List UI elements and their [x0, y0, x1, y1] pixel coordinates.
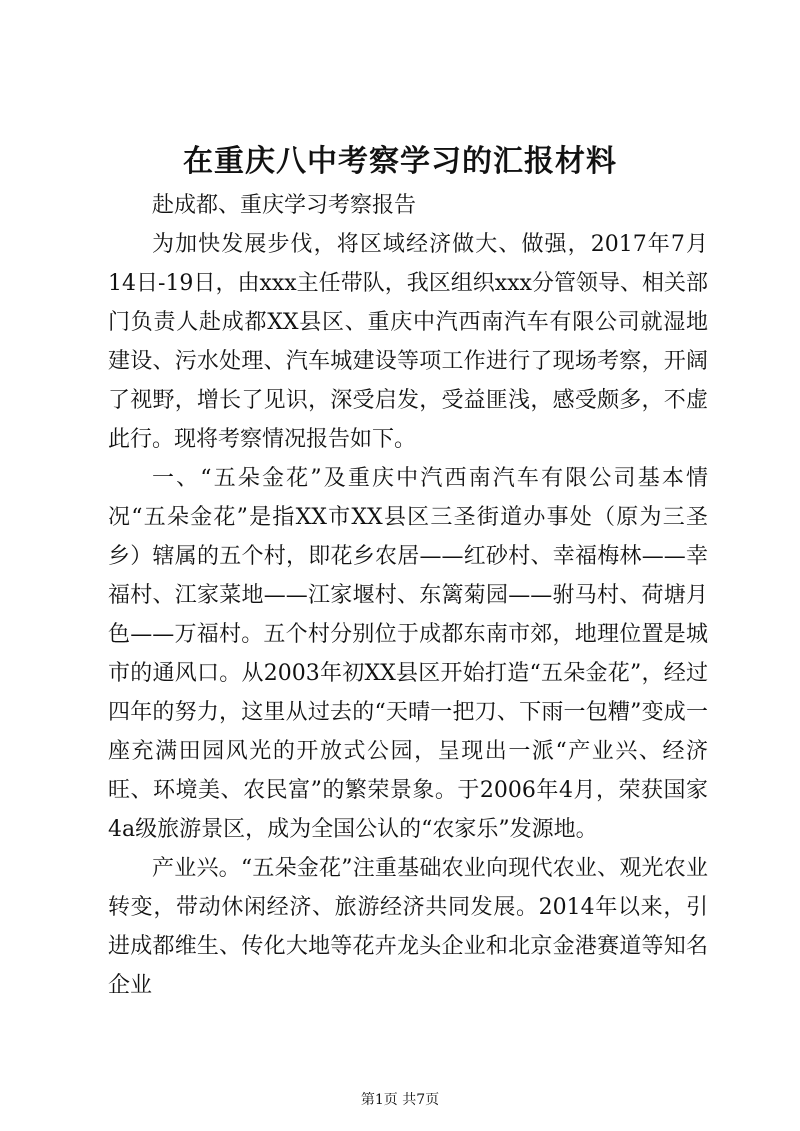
paragraph-section-1: 一、“五朵金花”及重庆中汽西南汽车有限公司基本情况“五朵金花”是指XX市XX县区三圣街道办事处（原为三圣乡）辖属的五个村，即花乡农居——红砂村、幸福梅林——幸福村、江家菜地——江家堰村、东篱菊园——驸马村、荷塘月色——万福村。五个村分别位于成都东南市郊，地理位置是城市的通风口。从2003年初XX县区开始打造“五朵金花”，经过四年的努力，这里从过去的“天晴一把刀、下雨一包糟”变成一座充满田园风光的开放式公园，呈现出一派“产业兴、经济旺、环境美、农民富”的繁荣景象。于2006年4月，荣获国家4a级旅游景区，成为全国公认的“农家乐”发源地。: [108, 466, 708, 842]
paragraph-industry: 产业兴。“五朵金花”注重基础农业向现代农业、观光农业转变，带动休闲经济、旅游经济共同发展。2014年以来，引进成都维生、传化大地等花卉龙头企业和北京金港赛道等知名企业: [108, 856, 708, 998]
document-body: [108, 186, 708, 1005]
paragraph-intro: 为加快发展步伐，将区域经济做大、做强，2017年7月14日-19日，由xxx主任带队，我区组织xxx分管领导、相关部门负责人赴成都XX县区、重庆中汽西南汽车有限公司就湿地建设、污水处理、汽车城建设等项工作进行了现场考察，开阔了视野，增长了见识，深受启发，受益匪浅，感受颇多，不虚此行。现将考察情况报告如下。: [108, 232, 708, 452]
page-number-footer: 第1页 共7页: [360, 1092, 440, 1108]
document-title: 在重庆八中考察学习的汇报材料: [183, 144, 617, 179]
paragraph-subtitle: 赴成都、重庆学习考察报告: [152, 193, 417, 218]
